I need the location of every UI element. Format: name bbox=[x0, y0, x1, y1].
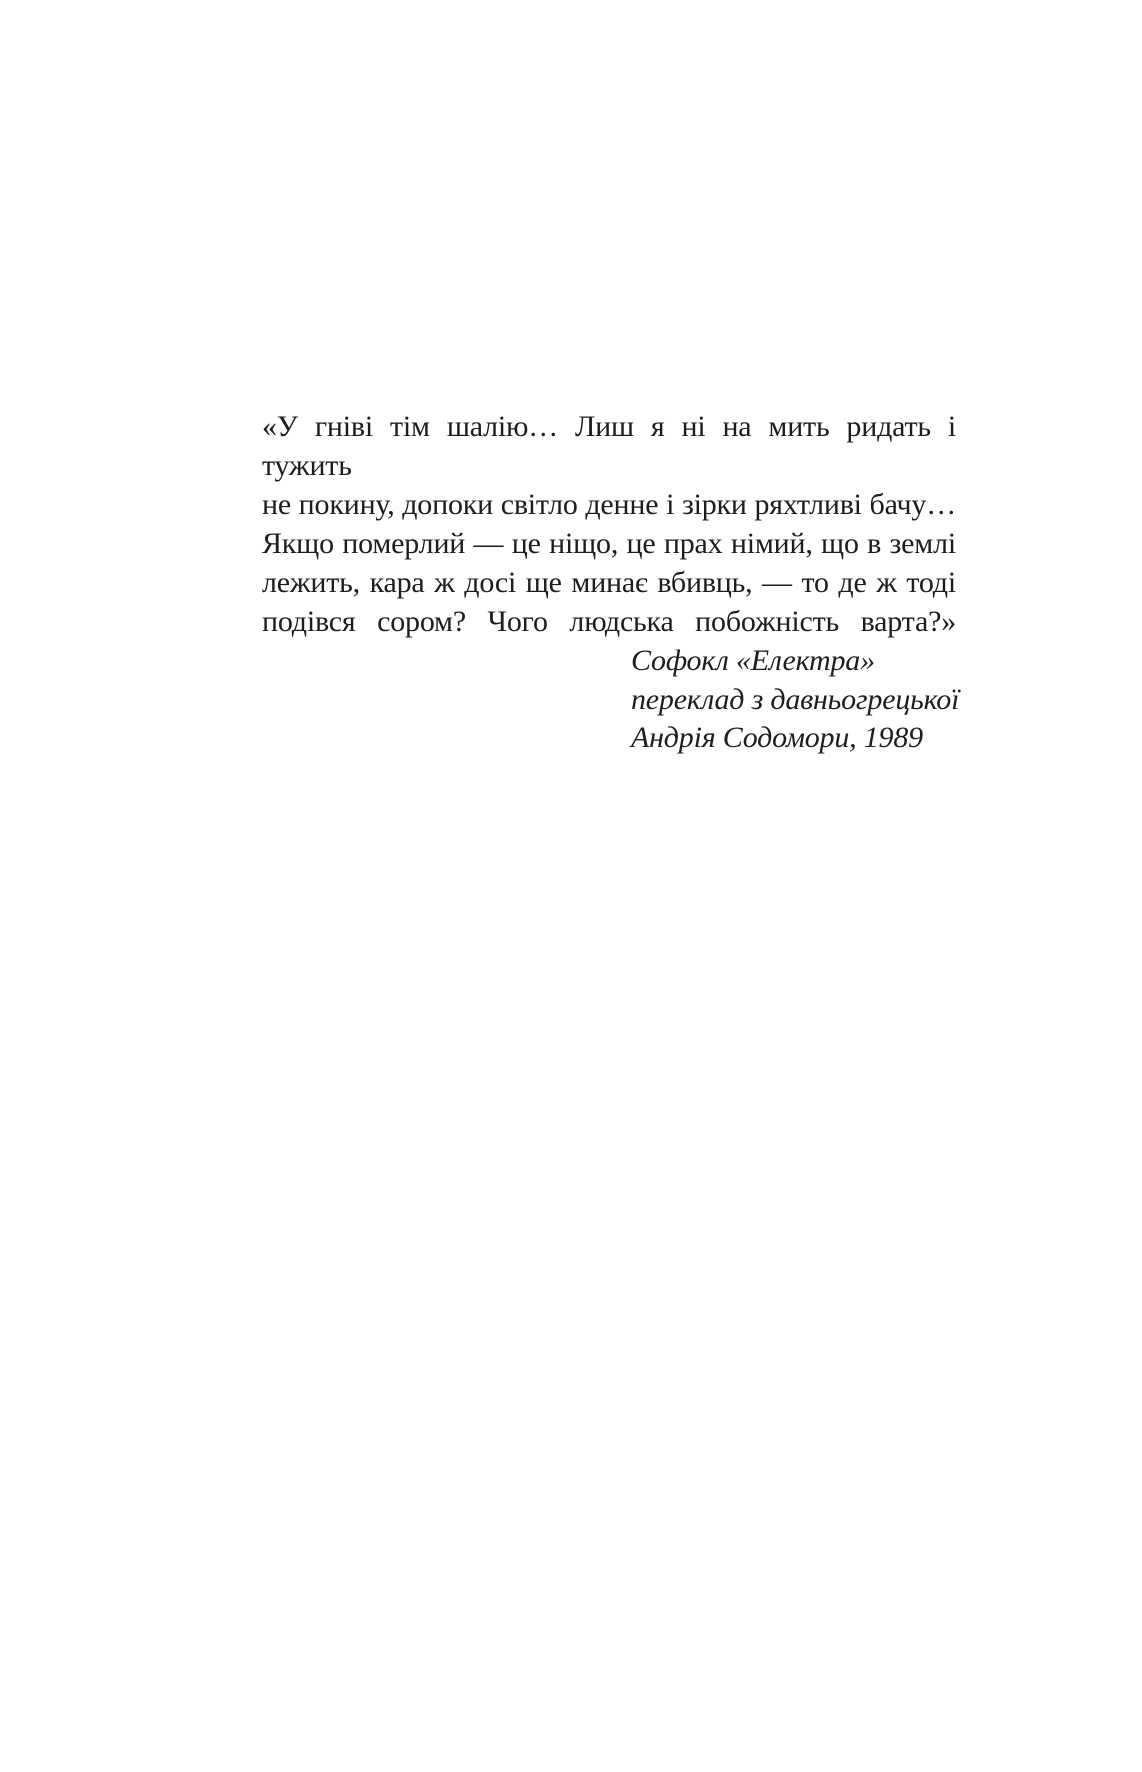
attribution-translator-year: Андрія Содомори, 1989 bbox=[631, 721, 923, 754]
attribution-block bbox=[631, 642, 1051, 758]
quote-line: подівся сором? Чого людська побожність варта?» bbox=[262, 605, 956, 638]
attribution-translation-note: переклад з давньогрецької bbox=[631, 682, 960, 716]
quote-block bbox=[262, 407, 956, 641]
quote-line: «У гніві тім шалію… Лиш я ні на мить ридать і тужить bbox=[262, 410, 956, 482]
quote-line: лежить, кара ж досі ще минає вбивць, — то де ж тоді bbox=[262, 566, 956, 599]
attribution-author: Софокл «Електра» bbox=[631, 644, 875, 677]
quote-line: не покину, допоки світло денне і зірки ряхтливі бачу… bbox=[262, 488, 956, 521]
quote-line: Якщо померлий — це ніщо, це прах німий, що в землі bbox=[262, 527, 956, 560]
